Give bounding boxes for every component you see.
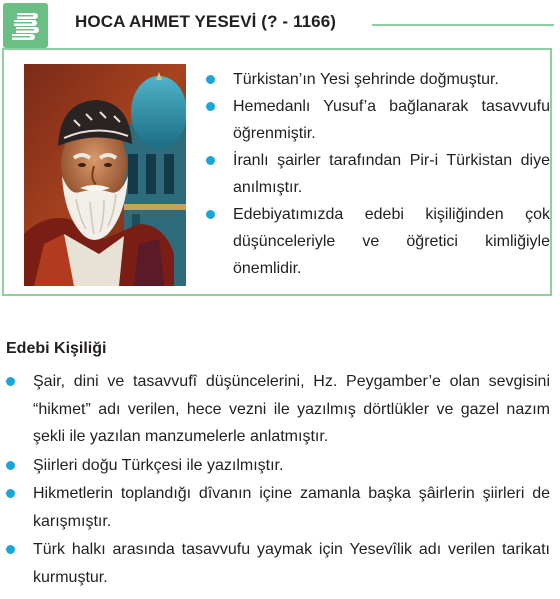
title-rule: [372, 24, 554, 26]
bullet-icon: [6, 377, 15, 386]
bio-text: İranlı şairler tarafından Pir-i Türkistan diye anılmıştır.: [233, 152, 550, 196]
list-item: [206, 147, 550, 201]
list-item: [6, 480, 550, 535]
portrait-image: [24, 64, 186, 286]
bullet-icon: [6, 545, 15, 554]
list-item: [206, 93, 550, 147]
list-item: [206, 66, 550, 93]
bullet-icon: [206, 156, 215, 165]
book-stack-icon: [3, 3, 48, 48]
page-title: HOCA AHMET YESEVİ (? - 1166): [75, 12, 337, 31]
point-text: Türk halkı arasında tasavvufu yaymak için Yesevîlik adı verilen tarikatı kurmuştur.: [33, 541, 550, 586]
bullet-icon: [206, 102, 215, 111]
bullet-icon: [6, 461, 15, 470]
list-item: [206, 201, 550, 282]
list-item: [6, 536, 550, 591]
bio-list: [206, 66, 550, 282]
bio-text: Edebiyatımızda edebi kişiliğinden çok düşünceleriyle ve öğretici kimliğiyle önemlidir.: [233, 206, 550, 277]
list-item: [6, 452, 550, 480]
bullet-icon: [206, 75, 215, 84]
point-text: Şair, dini ve tasavvufî düşüncelerini, Hz. Peygamber’e olan sevgisini “hikmet” adı verilen, hece vezni ile yazılmış dörtlükler ve gazel nazım şekli ile yazılan manzumelerle anlatmıştır.: [33, 373, 550, 445]
section-list: [6, 368, 550, 592]
bio-text: Hemedanlı Yusuf’a bağlanarak tasavvufu öğrenmiştir.: [233, 98, 550, 142]
section-title: Edebi Kişiliği: [6, 340, 107, 357]
point-text: Şiirleri doğu Türkçesi ile yazılmıştır.: [33, 456, 284, 474]
bullet-icon: [206, 210, 215, 219]
list-item: [6, 368, 550, 451]
bullet-icon: [6, 489, 15, 498]
bio-text: Türkistan’ın Yesi şehrinde doğmuştur.: [233, 71, 499, 88]
point-text: Hikmetlerin toplandığı dîvanın içine zamanla başka şâirlerin şiirleri de karışmıştır.: [33, 485, 550, 530]
